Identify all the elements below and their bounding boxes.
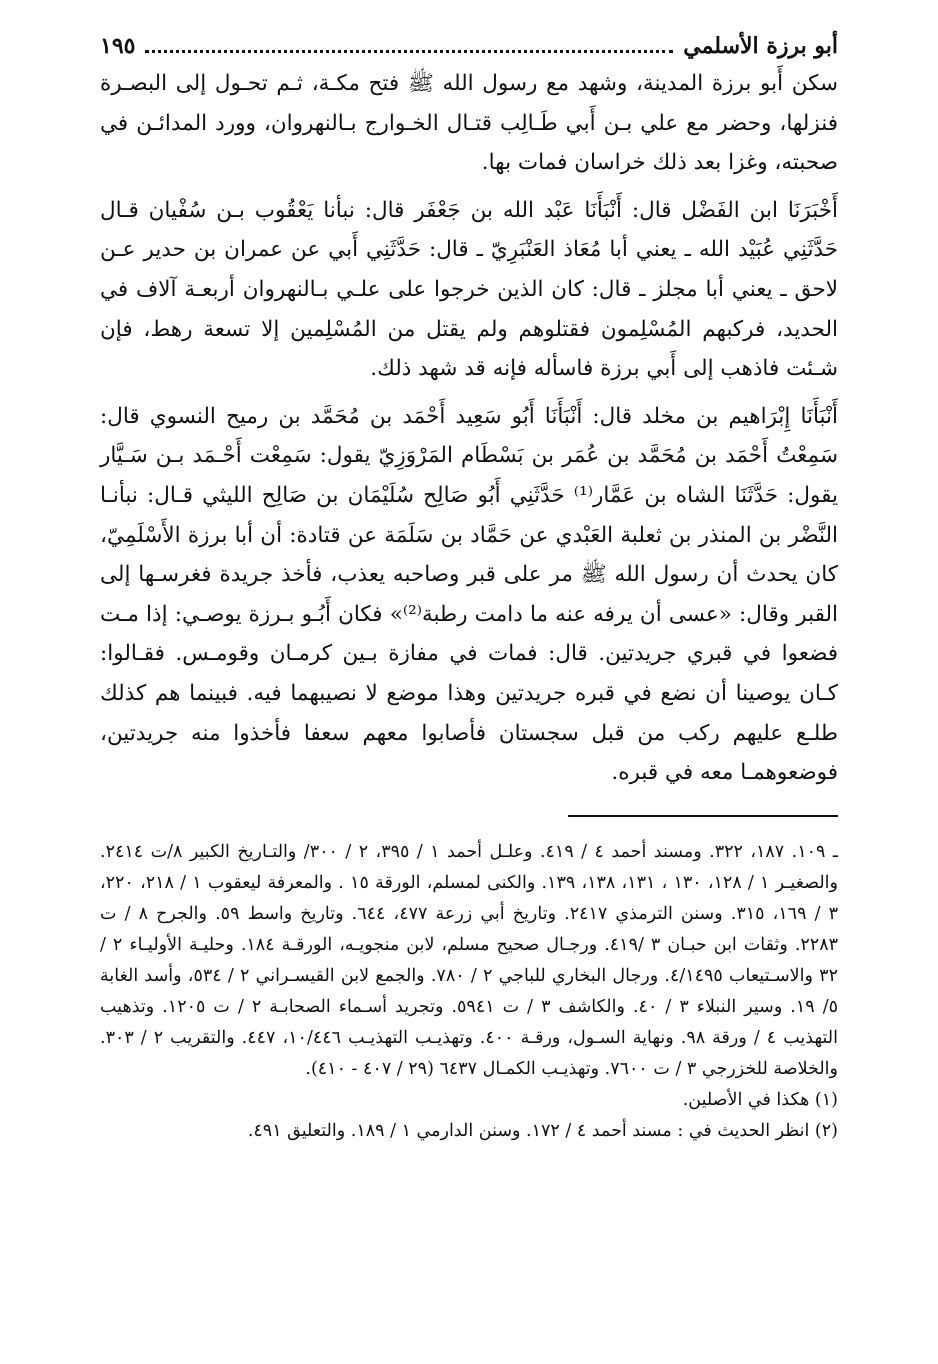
paragraph-narration-1: أَخْبَرَنَا ابن الفَضْل قال: أَنْبَأَنَا عَبْد الله بن جَعْفَر قال: نبأنا يَعْقُوب بـن سُفْيان قـال حَدَّثَنِي عُبَيْد الله ـ يعني أبا مُعَاذ العَنْبَرِيّ ـ قال: حَدَّثَنِي أَبي عن عمران بن حدير عـن لاحق ـ يعني أبا مجلز ـ قال: كان الذين خرجوا على علـي بـالنهروان أربعـة آلاف في الحديد، فركبهم المُسْلِمون فقتلوهم ولم يقتل من المُسْلِمين إلا تسعة رهط، فإن شـئت فاذهب إلى أَبي برزة فاسأله فإنه قد شهد ذلك. (100, 197, 838, 382)
paragraph-narration-2: أَنْبَأَنَا إِبْرَاهيم بن مخلد قال: أَنْبَأَنَا أَبُو سَعِيد أَحْمَد بن مُحَمَّد بن رميح النسوي قال: سَمِعْتُ أَحْمَد بن مُحَمَّد بن عُمَر بن بَسْطَام المَرْوَزِيّ يقول: سَمِعْت أَحْـمَد بـن سَـيَّار يقول: حَدَّثَنَا الشاه بن عَمَّار⁽¹⁾ حَدَّثَنِي أَبُو صَالِح سُلَيْمَان بن صَالِح الليثي قـال: نبأنـا النَّضْر بن المنذر بن ثعلبة العَبْدي عن حَمَّاد بن سَلَمَة عن قتادة: أن أبا برزة الأَسْلَمِيّ، كان يحدث أن رسول الله ﷺ مر على قبر وصاحبه يعذب، فأخذ جريدة فغرسـها إلى القبر وقال: «عسى أن يرفه عنه ما دامت رطبة⁽²⁾» فكان أَبُـو بـرزة يوصـي: إذا مـت فضعوا في قبري جريدتين. قال: فمات في مفازة بـين كرمـان وقومـس. فقـالوا: كـان يوصينا أن نضع في قبره جريدتين وهذا موضع لا نصيبهما فيه. فبينما هم كذلك طلـع عليهم ركب من قبل سجستان فأصابوا معهم سعفا فأخذوا منه جريدتين، فوضعوهمـا معه في قبره. (100, 403, 839, 786)
main-text (100, 64, 838, 793)
book-page (100, 28, 838, 1147)
footnote-2: (٢) انظر الحديث في : مسند أحمد ٤ / ١٧٢. وسنن الدارمي ١ / ١٨٩. والتعليق ٤٩١. (247, 1120, 838, 1141)
page-number: ١٩٥ (100, 33, 136, 59)
footnote-references: ـ ١٠٩. ١٨٧، ٣٢٢. ومسند أحمد ٤ / ٤١٩. وعلـل أحمد ١ / ٣٩٥، ٢ / ٣٠٠/ والتـاريخ الكبير ٨/ت ٢٤١٤. والصغيـر ١ / ١٢٨، ١٣٠ ، ١٣١، ١٣٨، ١٣٩. والكنى لمسلم، الورقة ١٥ . والمعرفة ليعقوب ١ / ٢١٨، ٢٢٠، ٣ / ١٦٩، ٣١٥. وسنن الترمذي ٢٤١٧. وتاريخ أبي زرعة ٤٧٧، ٦٤٤. وتاريخ واسط ٥٩. والجرح ٨ / ت ٢٢٨٣. وثقات ابن حبـان ٣ /٤١٩. ورجـال صحيح مسلم، لابن منجويـه، الورقـة ١٨٤. وحليـة الأوليـاء ٢ / ٣٢ والاسـتيعاب ٤/١٤٩٥. ورجال البخاري للباجي ٢ / ٧٨٠. والجمع لابن القيسـراني ٢ / ٥٣٤، وأسد الغابة ٥/ ١٩. وسير النبلاء ٣ / ٤٠. والكاشف ٣ / ت ٥٩٤١. وتجريد أسـماء الصحابـة ٢ / ت ١٢٠٥. وتذهيب التهذيب ٤ / ورقة ٩٨. ونهاية السـول، ورقـة ٤٠٠. وتهذيـب التهذيـب ١٠/٤٤٦، ٤٤٧. والتقريب ٢ / ٣٠٣. والخلاصة للخزرجي ٣ / ت ٧٦٠٠. وتهذيـب الكمـال ٦٤٣٧ (٢٩ / ٤٠٧ - ٤١٠). (100, 841, 839, 1079)
header-leader-dots (145, 30, 673, 53)
paragraph-biography: سكن أَبو برزة المدينة، وشهد مع رسول الله ﷺ فتح مكـة، ثـم تحـول إلى البصـرة فنزلها، وحضر مع علي بـن أَبي طَـالِب قتـال الخـوارج بـالنهروان، وورد المدائـن في صحبته، وغزا بعد ذلك خراسان فمات بها. (100, 71, 838, 176)
running-header (100, 28, 838, 64)
footnote-1: (١) هكذا في الأصلين. (682, 1089, 838, 1110)
footnotes (100, 837, 838, 1147)
header-title: أبو برزة الأسلمي (683, 33, 838, 59)
footnote-separator (568, 815, 838, 817)
